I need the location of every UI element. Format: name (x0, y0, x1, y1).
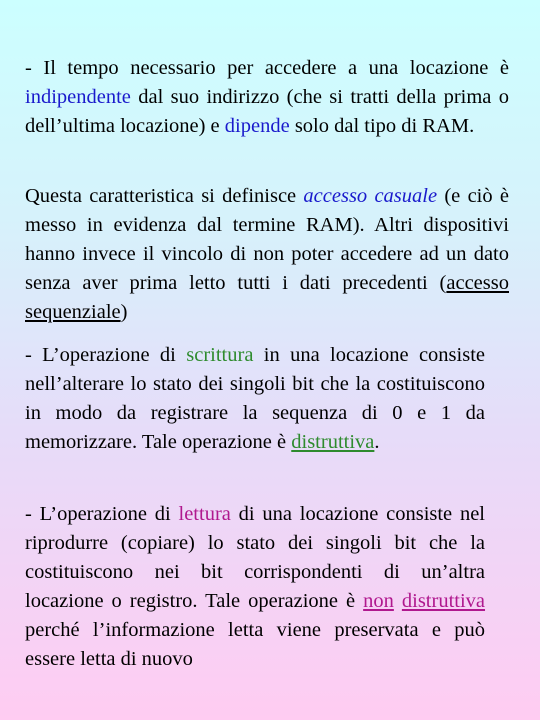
p1-text-1: - Il tempo necessario per accedere a una locazione è (25, 57, 509, 79)
paragraph-read-operation (25, 500, 485, 674)
p4-text-4: perché l’informazione letta viene preservata e può essere letta di nuovo (25, 619, 485, 670)
p4-text-3 (394, 590, 402, 612)
p2-underline-accesso-sequenziale: accesso sequenziale (25, 272, 509, 323)
p3-highlight-scrittura: scrittura (186, 344, 254, 366)
p4-text-1: - L’operazione di (25, 503, 179, 525)
paragraph-access-type (25, 182, 509, 327)
p4-text-2: di una locazione consiste nel riprodurre (copiare) lo stato dei singoli bit che la costituiscono nei bit corrispondenti di un’altra locazione o registro. Tale operazione è (25, 503, 485, 612)
p4-highlight-non: non (363, 590, 394, 612)
p4-highlight-distruttiva: distruttiva (401, 590, 486, 612)
p1-highlight-dipende: dipende (224, 115, 290, 137)
p1-text-2: dal suo indirizzo (che si tratti della prima o dell’ultima locazione) e (25, 86, 509, 137)
p2-highlight-accesso-casuale: accesso casuale (303, 185, 438, 207)
paragraph-access-time (25, 54, 509, 141)
p4-highlight-lettura: lettura (178, 503, 231, 525)
p1-text-3: solo dal tipo di RAM. (289, 115, 475, 137)
p3-highlight-distruttiva: distruttiva (291, 431, 375, 453)
p3-text-2: in una locazione consiste nell’alterare lo stato dei singoli bit che la costituiscono in modo da registrare la sequenza di 0 e 1 da memorizzare. Tale operazione è (25, 344, 485, 453)
p2-text-1: Questa caratteristica si definisce (25, 185, 304, 207)
p2-text-3: ) (120, 301, 128, 323)
p2-text-2: (e ciò è messo in evidenza dal termine RAM). Altri dispositivi hanno invece il vincolo di non poter accedere ad un dato senza aver prima letto tutti i dati precedenti ( (25, 185, 509, 294)
p3-text-1: - L’operazione di (25, 344, 187, 366)
p3-text-3: . (374, 431, 380, 453)
paragraph-write-operation (25, 341, 485, 457)
p1-highlight-indipendente: indipendente (25, 86, 131, 108)
